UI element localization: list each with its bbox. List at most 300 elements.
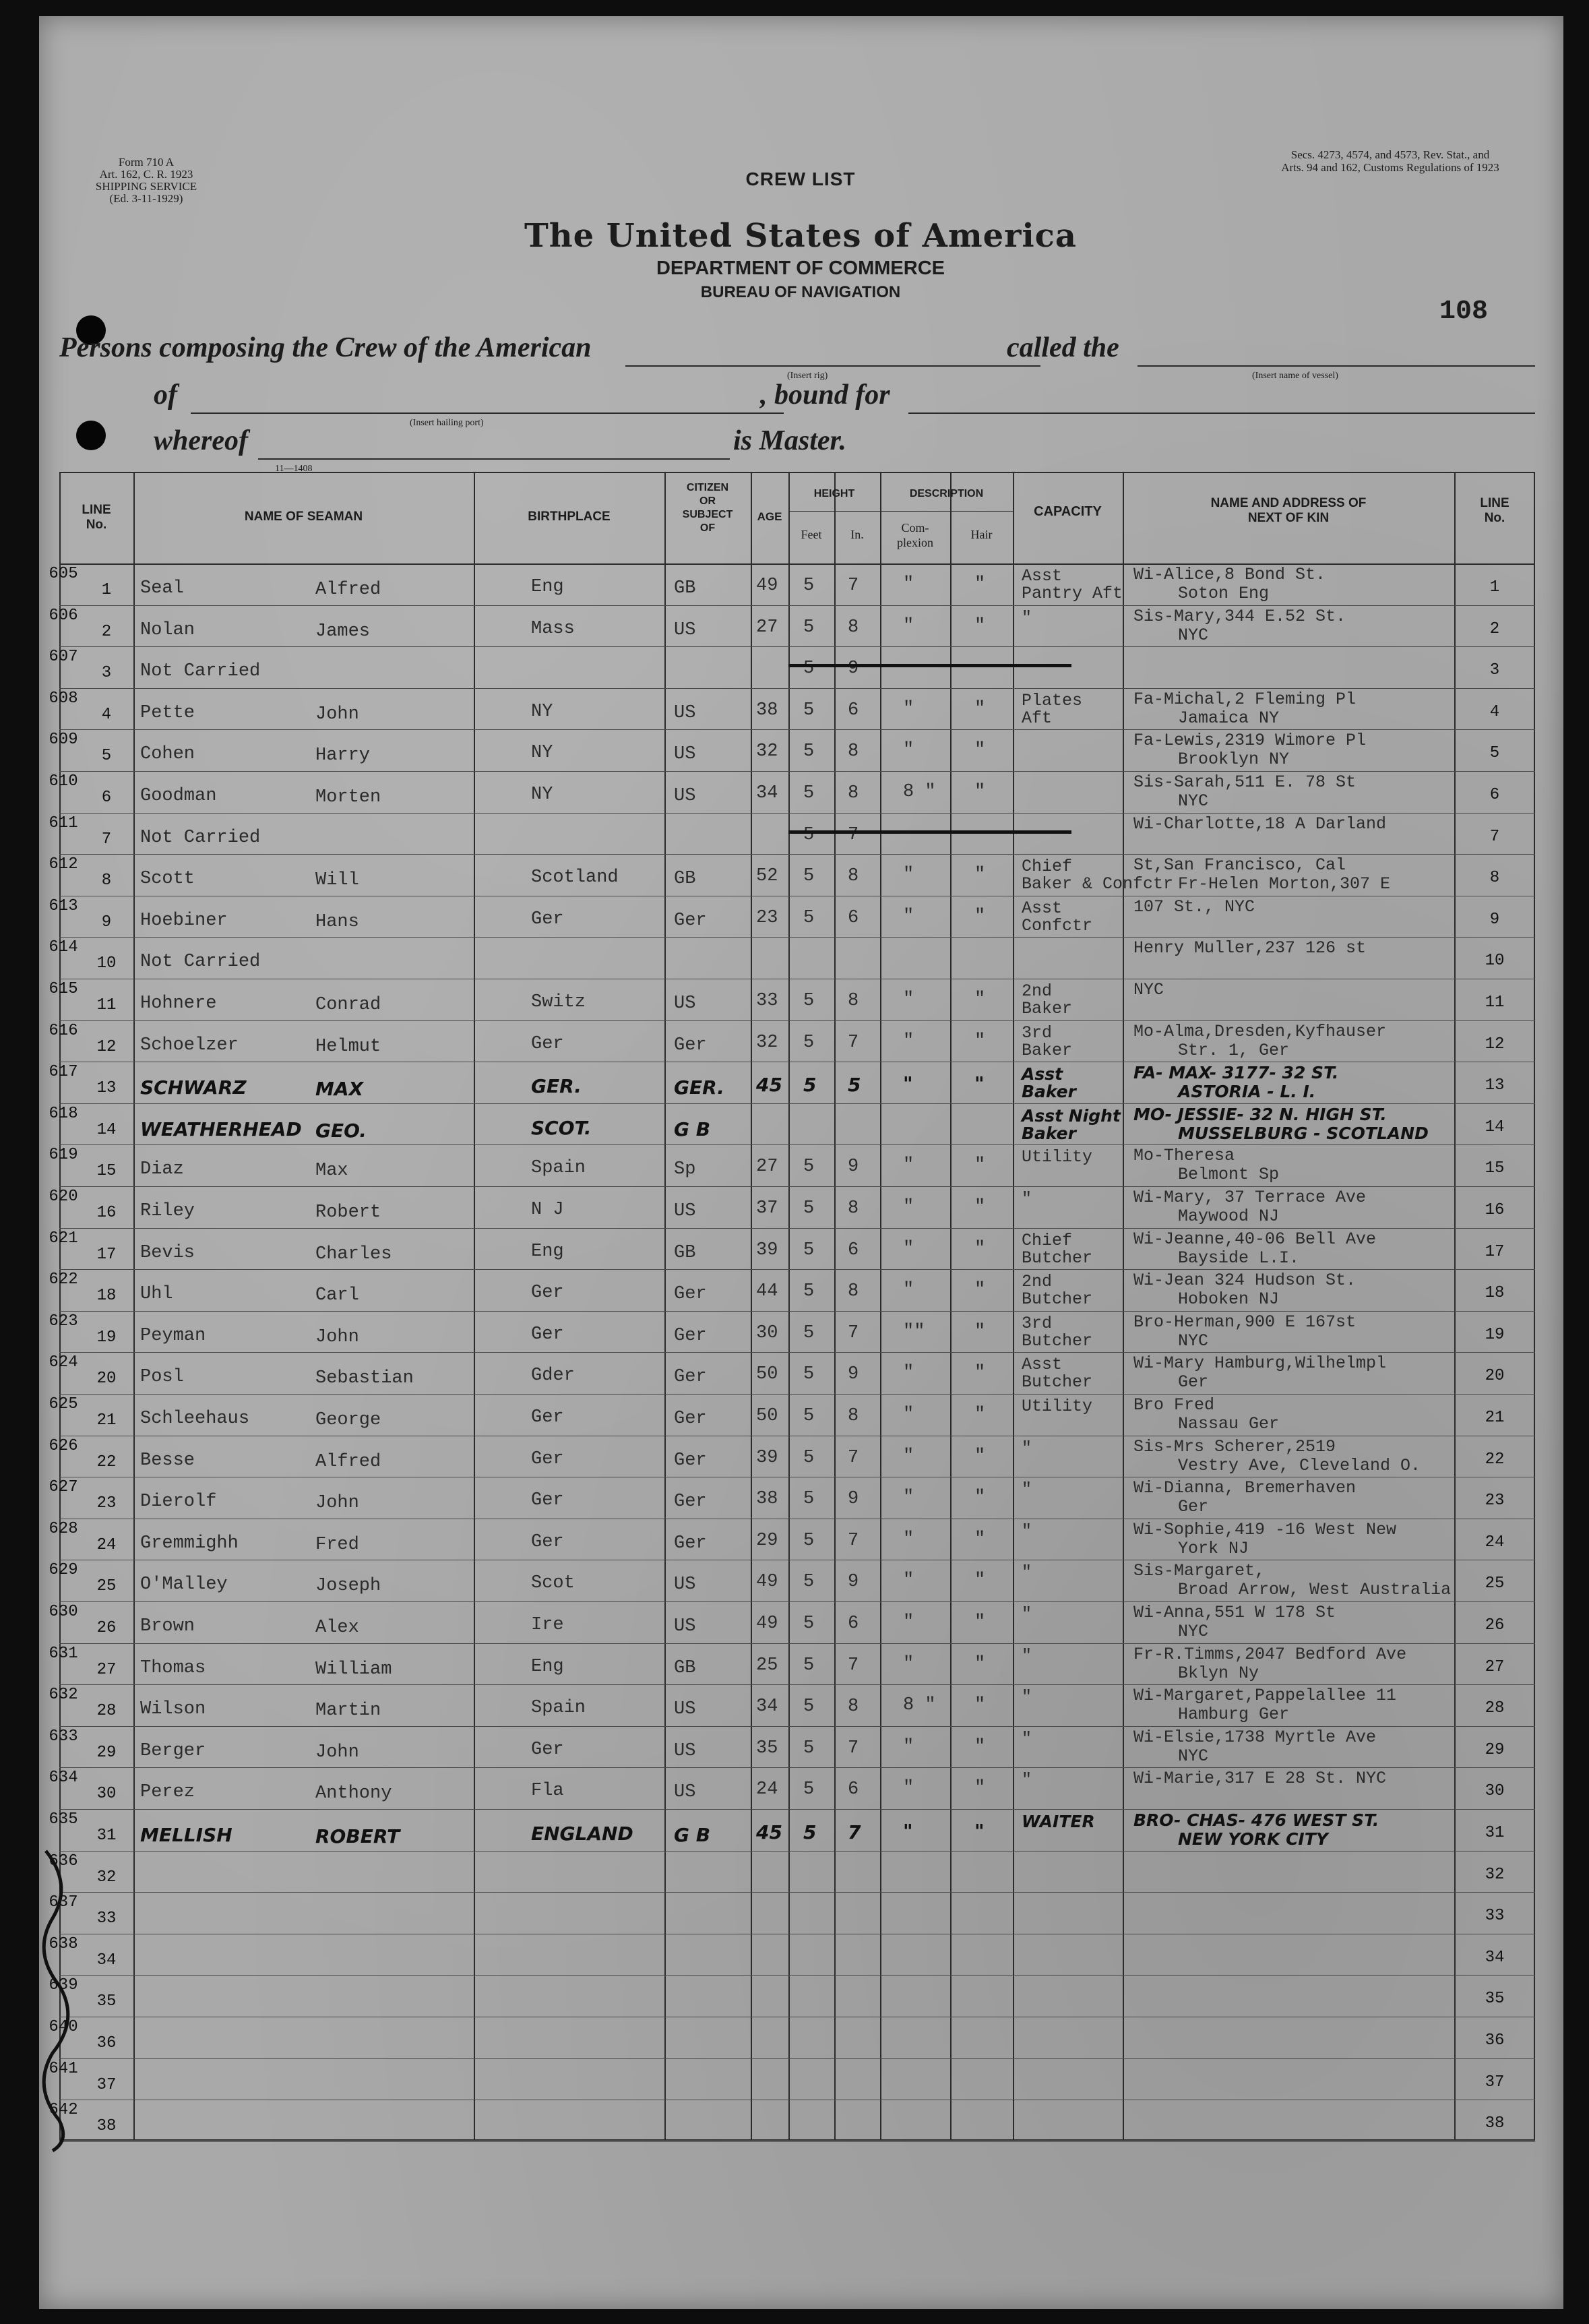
complexion: 8 "	[903, 1695, 936, 1716]
capacity-line-1: "	[1022, 1479, 1032, 1500]
bracket-stroke	[44, 1851, 68, 2151]
height-feet: 5	[803, 1572, 815, 1593]
row-number: 620	[49, 1188, 78, 1206]
destination-fill-line	[908, 412, 1535, 414]
complexion: "	[903, 1031, 914, 1051]
age: 29	[756, 1530, 778, 1551]
complexion: "	[903, 1736, 914, 1757]
citizenship: US	[674, 1574, 696, 1595]
height-inches: 7	[848, 1032, 859, 1053]
description-header: DESCRIPTION	[909, 488, 984, 499]
next-of-kin-line-2: Jamaica NY	[1178, 708, 1280, 728]
line-number: 32	[96, 1868, 117, 1887]
seaman-surname: Thomas	[140, 1657, 206, 1678]
complexion: "	[903, 865, 914, 886]
height-feet: 5	[803, 1364, 815, 1385]
complexion: "	[903, 1197, 914, 1217]
line-number-right: 9	[1489, 910, 1500, 929]
row-number: 624	[49, 1353, 78, 1372]
citizenship: GB	[674, 578, 696, 599]
complexion: ""	[903, 1321, 925, 1342]
complexion: "	[903, 1280, 914, 1301]
vessel-hint: (Insert name of vessel)	[1252, 371, 1338, 381]
line-number: 15	[96, 1162, 117, 1181]
row-number: 610	[49, 772, 78, 791]
citizenship: G B	[674, 1824, 711, 1846]
line-no-right-header: LINE No.	[1480, 496, 1509, 525]
seaman-surname: O'Malley	[140, 1574, 228, 1595]
next-of-kin-line-2: Maywood NJ	[1178, 1206, 1280, 1226]
seaman-given-name: George	[315, 1410, 381, 1430]
age: 33	[756, 991, 778, 1011]
line-number: 38	[96, 2117, 117, 2136]
height-inches: 7	[848, 1738, 859, 1759]
height-feet: 5	[803, 1821, 817, 1843]
seaman-surname: Riley	[140, 1201, 195, 1221]
height-feet: 5	[803, 1614, 815, 1634]
seaman-surname: Besse	[140, 1450, 195, 1471]
line-number-right: 17	[1485, 1242, 1505, 1261]
complexion: "	[903, 989, 914, 1010]
next-of-kin-line-2: Bklyn Ny	[1178, 1663, 1259, 1683]
height-feet: 5	[803, 907, 815, 928]
hair: "	[974, 1321, 986, 1342]
height-inches: 8	[848, 741, 859, 762]
citizenship: Ger	[674, 1409, 707, 1429]
table-row	[49, 1144, 1535, 1186]
citizenship: US	[674, 993, 696, 1014]
next-of-kin-line-2: Nassau Ger	[1178, 1414, 1280, 1434]
name-of-seaman-header: NAME OF SEAMAN	[244, 510, 363, 524]
capacity-line-1: "	[1022, 1645, 1032, 1665]
height-inches: 7	[848, 1655, 859, 1676]
row-number: 635	[49, 1810, 78, 1829]
height-feet: 5	[803, 1032, 815, 1053]
punch-hole	[76, 421, 106, 450]
table-row	[49, 1643, 1535, 1685]
next-of-kin-line-1: Mo-Theresa	[1133, 1146, 1235, 1166]
capacity-line-1: "	[1022, 607, 1032, 628]
age: 38	[756, 700, 778, 721]
seaman-surname: Schoelzer	[140, 1035, 239, 1056]
height-feet: 5	[803, 576, 815, 596]
row-number: 641	[49, 2059, 78, 2078]
table-row	[49, 1684, 1535, 1726]
vessel-fill-line	[1138, 365, 1535, 367]
height-feet: 5	[803, 1655, 815, 1676]
capacity-line-2: Butcher	[1022, 1372, 1093, 1393]
row-number: 639	[49, 1976, 78, 1995]
hair: "	[974, 740, 986, 761]
hair: "	[974, 1280, 986, 1301]
age: 35	[756, 1738, 778, 1759]
next-of-kin-line-1: Fa-Lewis,2319 Wimore Pl	[1133, 731, 1367, 751]
birthplace: Eng	[531, 1241, 564, 1262]
age: 34	[756, 783, 778, 803]
line-number: 18	[96, 1287, 117, 1306]
complexion: "	[903, 574, 914, 594]
capacity-line-2: Butcher	[1022, 1331, 1093, 1351]
line-number-right: 21	[1485, 1409, 1505, 1427]
next-of-kin-line-2: NYC	[1178, 1746, 1209, 1766]
citizenship: G B	[674, 1118, 711, 1140]
age: 45	[756, 1821, 782, 1843]
feet-header: Feet	[801, 528, 822, 541]
crew-list-title: CREW LIST	[745, 169, 856, 189]
height-feet: 5	[803, 700, 815, 721]
strike-through-mark	[788, 664, 1071, 667]
seaman-given-name: Alex	[315, 1618, 359, 1638]
table-row	[49, 729, 1535, 771]
row-number: 623	[49, 1312, 78, 1331]
next-of-kin-line-2: ASTORIA - L. I.	[1178, 1082, 1316, 1102]
line-number: 12	[96, 1037, 117, 1056]
hair: "	[974, 1778, 986, 1799]
height-inches: 6	[848, 907, 859, 928]
seaman-surname: Scott	[140, 869, 195, 890]
next-of-kin-line-1: NYC	[1133, 980, 1164, 1000]
height-feet: 5	[803, 1074, 817, 1097]
next-of-kin-line-2: MUSSELBURG - SCOTLAND	[1178, 1123, 1429, 1143]
line-number: 17	[96, 1245, 117, 1264]
table-row	[49, 1186, 1535, 1228]
line-number-right: 11	[1485, 993, 1505, 1012]
row-number: 617	[49, 1063, 78, 1082]
line-number-right: 8	[1489, 869, 1500, 888]
seaman-surname: Bevis	[140, 1242, 195, 1263]
next-of-kin-line-1: BRO- CHAS- 476 WEST ST.	[1133, 1810, 1379, 1830]
seaman-surname: Uhl	[140, 1284, 173, 1305]
next-of-kin-line-2: NYC	[1178, 791, 1209, 811]
seaman-surname: Hohnere	[140, 993, 217, 1014]
capacity-line-1: Plates	[1022, 690, 1083, 710]
line-number: 5	[101, 747, 112, 766]
height-inches: 7	[848, 576, 859, 596]
height-inches: 7	[848, 1821, 861, 1843]
next-of-kin-line-1: Wi-Marie,317 E 28 St. NYC	[1133, 1769, 1387, 1789]
capacity-line-1: "	[1022, 1521, 1032, 1541]
capacity-line-1: 2nd	[1022, 981, 1053, 1001]
seaman-given-name: William	[315, 1659, 392, 1680]
next-of-kin-line-1: Bro Fred	[1133, 1395, 1215, 1415]
table-row	[49, 1601, 1535, 1643]
age: 45	[756, 1074, 782, 1097]
age: 38	[756, 1489, 778, 1510]
capacity-line-1: Asst	[1022, 566, 1063, 586]
line-number-right: 31	[1485, 1824, 1505, 1842]
height-feet: 5	[803, 1198, 815, 1219]
hair: "	[974, 1570, 986, 1591]
complexion: "	[903, 1405, 914, 1425]
seaman-surname: Schleehaus	[140, 1409, 250, 1429]
seaman-given-name: Charles	[315, 1244, 392, 1264]
next-of-kin-line-1: Wi-Alice,8 Bond St.	[1133, 565, 1326, 584]
table-row	[49, 1103, 1535, 1145]
seaman-given-name: John	[315, 1742, 359, 1763]
capacity-line-1: Utility	[1022, 1397, 1093, 1416]
height-feet: 5	[803, 617, 815, 638]
height-feet: 5	[803, 1779, 815, 1800]
hand-drawn-bracket	[32, 1844, 93, 2154]
age: 32	[756, 741, 778, 762]
next-of-kin-line-2: Hoboken NJ	[1178, 1289, 1280, 1310]
next-of-kin-line-1: Fr-R.Timms,2047 Bedford Ave	[1133, 1644, 1407, 1664]
row-number: 629	[49, 1561, 78, 1580]
hair: "	[974, 1653, 986, 1674]
seaman-surname: Berger	[140, 1740, 206, 1761]
citizenship: Ger	[674, 1284, 707, 1305]
citizenship: Ger	[674, 1492, 707, 1512]
birthplace: Ger	[531, 1324, 564, 1345]
next-of-kin-line-1: Wi-Mary Hamburg,Wilhelmpl	[1133, 1353, 1387, 1374]
row-number: 630	[49, 1603, 78, 1621]
line-number-right: 37	[1485, 2073, 1505, 2091]
row-number: 613	[49, 896, 78, 915]
next-of-kin-line-2: York NJ	[1178, 1538, 1249, 1558]
next-of-kin-line-2: Hamburg Ger	[1178, 1705, 1290, 1725]
citizenship: US	[674, 619, 696, 640]
complexion: "	[903, 740, 914, 761]
citizenship: US	[674, 1699, 696, 1720]
statute-reference: Secs. 4273, 4574, and 4573, Rev. Stat., and Arts. 94 and 162, Customs Regulations of 1923	[1281, 148, 1499, 174]
height-inches: 6	[848, 1779, 859, 1800]
capacity-line-2: Pantry Aft	[1022, 584, 1123, 603]
capacity-line-1: 3rd	[1022, 1022, 1053, 1043]
seaman-surname: Nolan	[140, 619, 195, 640]
seaman-given-name: Helmut	[315, 1036, 381, 1057]
seaman-given-name: Carl	[315, 1285, 359, 1306]
citizenship: Ger	[674, 1450, 707, 1471]
seaman-given-name: GEO.	[315, 1119, 367, 1142]
citizenship: US	[674, 786, 696, 806]
seaman-surname: Posl	[140, 1367, 184, 1388]
table-row	[49, 1726, 1535, 1768]
next-of-kin-line-1: Wi-Dianna, Bremerhaven	[1133, 1478, 1357, 1498]
age: 39	[756, 1447, 778, 1468]
seaman-surname: Perez	[140, 1782, 195, 1803]
height-inches: 6	[848, 1614, 859, 1634]
line-number-right: 6	[1489, 786, 1500, 804]
capacity-line-1: Asst	[1022, 1355, 1063, 1375]
line-number: 1	[101, 581, 112, 599]
line-number: 13	[96, 1079, 117, 1098]
bound-for-label: , bound for	[760, 379, 890, 410]
hair: "	[974, 1695, 986, 1716]
height-feet: 5	[803, 1530, 815, 1551]
age: 52	[756, 866, 778, 887]
citizenship: GB	[674, 869, 696, 890]
page-number: 108	[1439, 297, 1488, 327]
table-row	[49, 1560, 1535, 1601]
age: 25	[756, 1655, 778, 1676]
line-number: 8	[101, 872, 112, 890]
table-row	[49, 1767, 1535, 1809]
hair: "	[974, 1820, 985, 1842]
capacity-line-2: Baker	[1022, 1040, 1073, 1060]
seaman-given-name: Alfred	[315, 1451, 381, 1472]
table-row	[49, 854, 1535, 896]
height-feet: 5	[803, 991, 815, 1011]
height-inches: 7	[848, 1530, 859, 1551]
height-inches: 8	[848, 1198, 859, 1219]
line-number-right: 1	[1489, 578, 1500, 597]
seaman-given-name: Joseph	[315, 1576, 381, 1597]
subheader-divider	[788, 511, 1013, 512]
is-master-label: is Master.	[733, 425, 847, 456]
birthplace: Ire	[531, 1615, 564, 1635]
line-number: 25	[96, 1577, 117, 1596]
birthplace: NY	[531, 785, 553, 805]
next-of-kin-line-1: FA- MAX- 3177- 32 ST.	[1133, 1063, 1339, 1083]
height-inches: 7	[848, 1322, 859, 1343]
seaman-surname: WEATHERHEAD	[140, 1118, 302, 1140]
age: 44	[756, 1281, 778, 1302]
line-number-right: 2	[1489, 619, 1500, 638]
height-inches: 9	[848, 659, 859, 679]
row-number: 628	[49, 1519, 78, 1538]
next-of-kin-header: NAME AND ADDRESS OF NEXT OF KIN	[1210, 496, 1367, 525]
row-number: 633	[49, 1727, 78, 1746]
seaman-given-name: John	[315, 704, 359, 725]
table-row	[49, 1311, 1535, 1353]
next-of-kin-line-2: Belmont Sp	[1178, 1165, 1280, 1185]
capacity-line-1: 2nd	[1022, 1272, 1053, 1292]
line-number-right: 18	[1485, 1284, 1505, 1303]
birthplace: Ger	[531, 1407, 564, 1428]
height-inches: 8	[848, 617, 859, 638]
birthplace: Spain	[531, 1158, 586, 1179]
row-number: 636	[49, 1852, 78, 1870]
seaman-surname: Hoebiner	[140, 910, 228, 931]
birthplace: Ger	[531, 909, 564, 929]
age: 49	[756, 1614, 778, 1634]
master-fill-line	[258, 458, 730, 460]
next-of-kin-line-1: Wi-Jean 324 Hudson St.	[1133, 1271, 1357, 1291]
next-of-kin-line-2: Brooklyn NY	[1178, 750, 1290, 770]
seaman-given-name: Conrad	[315, 995, 381, 1015]
complexion: "	[903, 1072, 913, 1095]
row-number: 615	[49, 980, 78, 998]
height-header: HEIGHT	[813, 488, 855, 499]
complexion: "	[903, 1570, 914, 1591]
capacity-line-1: "	[1022, 1438, 1032, 1458]
table-row	[49, 1062, 1535, 1103]
country-heading: The United States of America	[524, 217, 1078, 255]
citizenship: US	[674, 1201, 696, 1221]
complexion: "	[903, 1363, 914, 1384]
seaman-surname: Pette	[140, 702, 195, 723]
table-row	[49, 771, 1535, 813]
hair: "	[974, 989, 986, 1010]
table-row	[49, 1934, 1535, 1976]
line-number-right: 32	[1485, 1865, 1505, 1884]
birthplace: NY	[531, 743, 553, 764]
seaman-surname: Wilson	[140, 1699, 206, 1720]
line-number: 31	[96, 1827, 117, 1845]
birthplace: Scot	[531, 1573, 575, 1594]
capacity-line-1: Chief	[1022, 1230, 1073, 1250]
hair: "	[974, 1612, 986, 1632]
line-number: 23	[96, 1494, 117, 1513]
row-number: 626	[49, 1436, 78, 1455]
citizenship: Ger	[674, 910, 707, 931]
next-of-kin-line-1: Henry Muller,237 126 st	[1133, 938, 1367, 958]
line-number-right: 22	[1485, 1450, 1505, 1469]
row-number: 612	[49, 855, 78, 874]
age: 32	[756, 1032, 778, 1053]
hair: "	[974, 1072, 985, 1095]
table-row	[49, 646, 1535, 688]
table-row	[49, 1394, 1535, 1436]
height-feet: 5	[803, 1406, 815, 1426]
row-number: 637	[49, 1893, 78, 1912]
line-number: 36	[96, 2034, 117, 2052]
hair: "	[974, 615, 986, 636]
line-number: 35	[96, 1992, 117, 2011]
height-feet: 5	[803, 1281, 815, 1302]
citizenship: Sp	[674, 1159, 696, 1180]
line-number: 28	[96, 1702, 117, 1721]
capacity-line-1: "	[1022, 1687, 1032, 1707]
hair: "	[974, 1238, 986, 1259]
line-number-right: 10	[1485, 952, 1505, 971]
birthplace: Scotland	[531, 867, 619, 888]
seaman-given-name: John	[315, 1493, 359, 1514]
line-number-right: 16	[1485, 1201, 1505, 1219]
capacity-line-1: "	[1022, 1189, 1032, 1209]
citizenship: Ger	[674, 1367, 707, 1388]
next-of-kin-line-1: MO- JESSIE- 32 N. HIGH ST.	[1133, 1104, 1387, 1124]
line-number-right: 23	[1485, 1492, 1505, 1510]
row-number: 622	[49, 1271, 78, 1289]
age: 24	[756, 1779, 778, 1800]
height-feet: 5	[803, 741, 815, 762]
next-of-kin-line-1: Wi-Elsie,1738 Myrtle Ave	[1133, 1727, 1377, 1747]
birthplace: Ger	[531, 1033, 564, 1054]
height-inches: 5	[848, 1074, 861, 1097]
age: 30	[756, 1322, 778, 1343]
seaman-given-name: Morten	[315, 787, 381, 807]
table-row	[49, 1269, 1535, 1311]
capacity-line-2: Baker	[1022, 1123, 1076, 1143]
age: 50	[756, 1406, 778, 1426]
row-number: 605	[49, 565, 78, 583]
citizenship: US	[674, 1782, 696, 1803]
citizenship: US	[674, 744, 696, 765]
seaman-surname: Dierolf	[140, 1492, 217, 1512]
next-of-kin-line-1: Wi-Margaret,Pappelallee 11	[1133, 1686, 1397, 1706]
next-of-kin-line-1: Wi-Jeanne,40-06 Bell Ave	[1133, 1229, 1377, 1249]
next-of-kin-line-2: Fr-Helen Morton,307 E	[1178, 874, 1391, 894]
hair: "	[974, 1529, 986, 1550]
table-row	[49, 563, 1535, 605]
table-row	[49, 2017, 1535, 2058]
line-number-right: 26	[1485, 1616, 1505, 1634]
seaman-surname: Not Carried	[140, 827, 261, 848]
next-of-kin-line-1: Mo-Alma,Dresden,Kyfhauser	[1133, 1021, 1387, 1041]
complexion: "	[903, 1612, 914, 1632]
department-heading: DEPARTMENT OF COMMERCE	[656, 257, 945, 279]
citizen-header: CITIZEN OR SUBJECT OF	[682, 482, 733, 534]
table-row	[49, 2100, 1535, 2141]
birthplace: Spain	[531, 1698, 586, 1719]
capacity-line-1: "	[1022, 1728, 1032, 1748]
seaman-given-name: Fred	[315, 1534, 359, 1555]
capacity-header: CAPACITY	[1034, 504, 1102, 519]
height-feet: 5	[803, 1447, 815, 1468]
complexion: "	[903, 698, 914, 719]
hair: "	[974, 865, 986, 886]
